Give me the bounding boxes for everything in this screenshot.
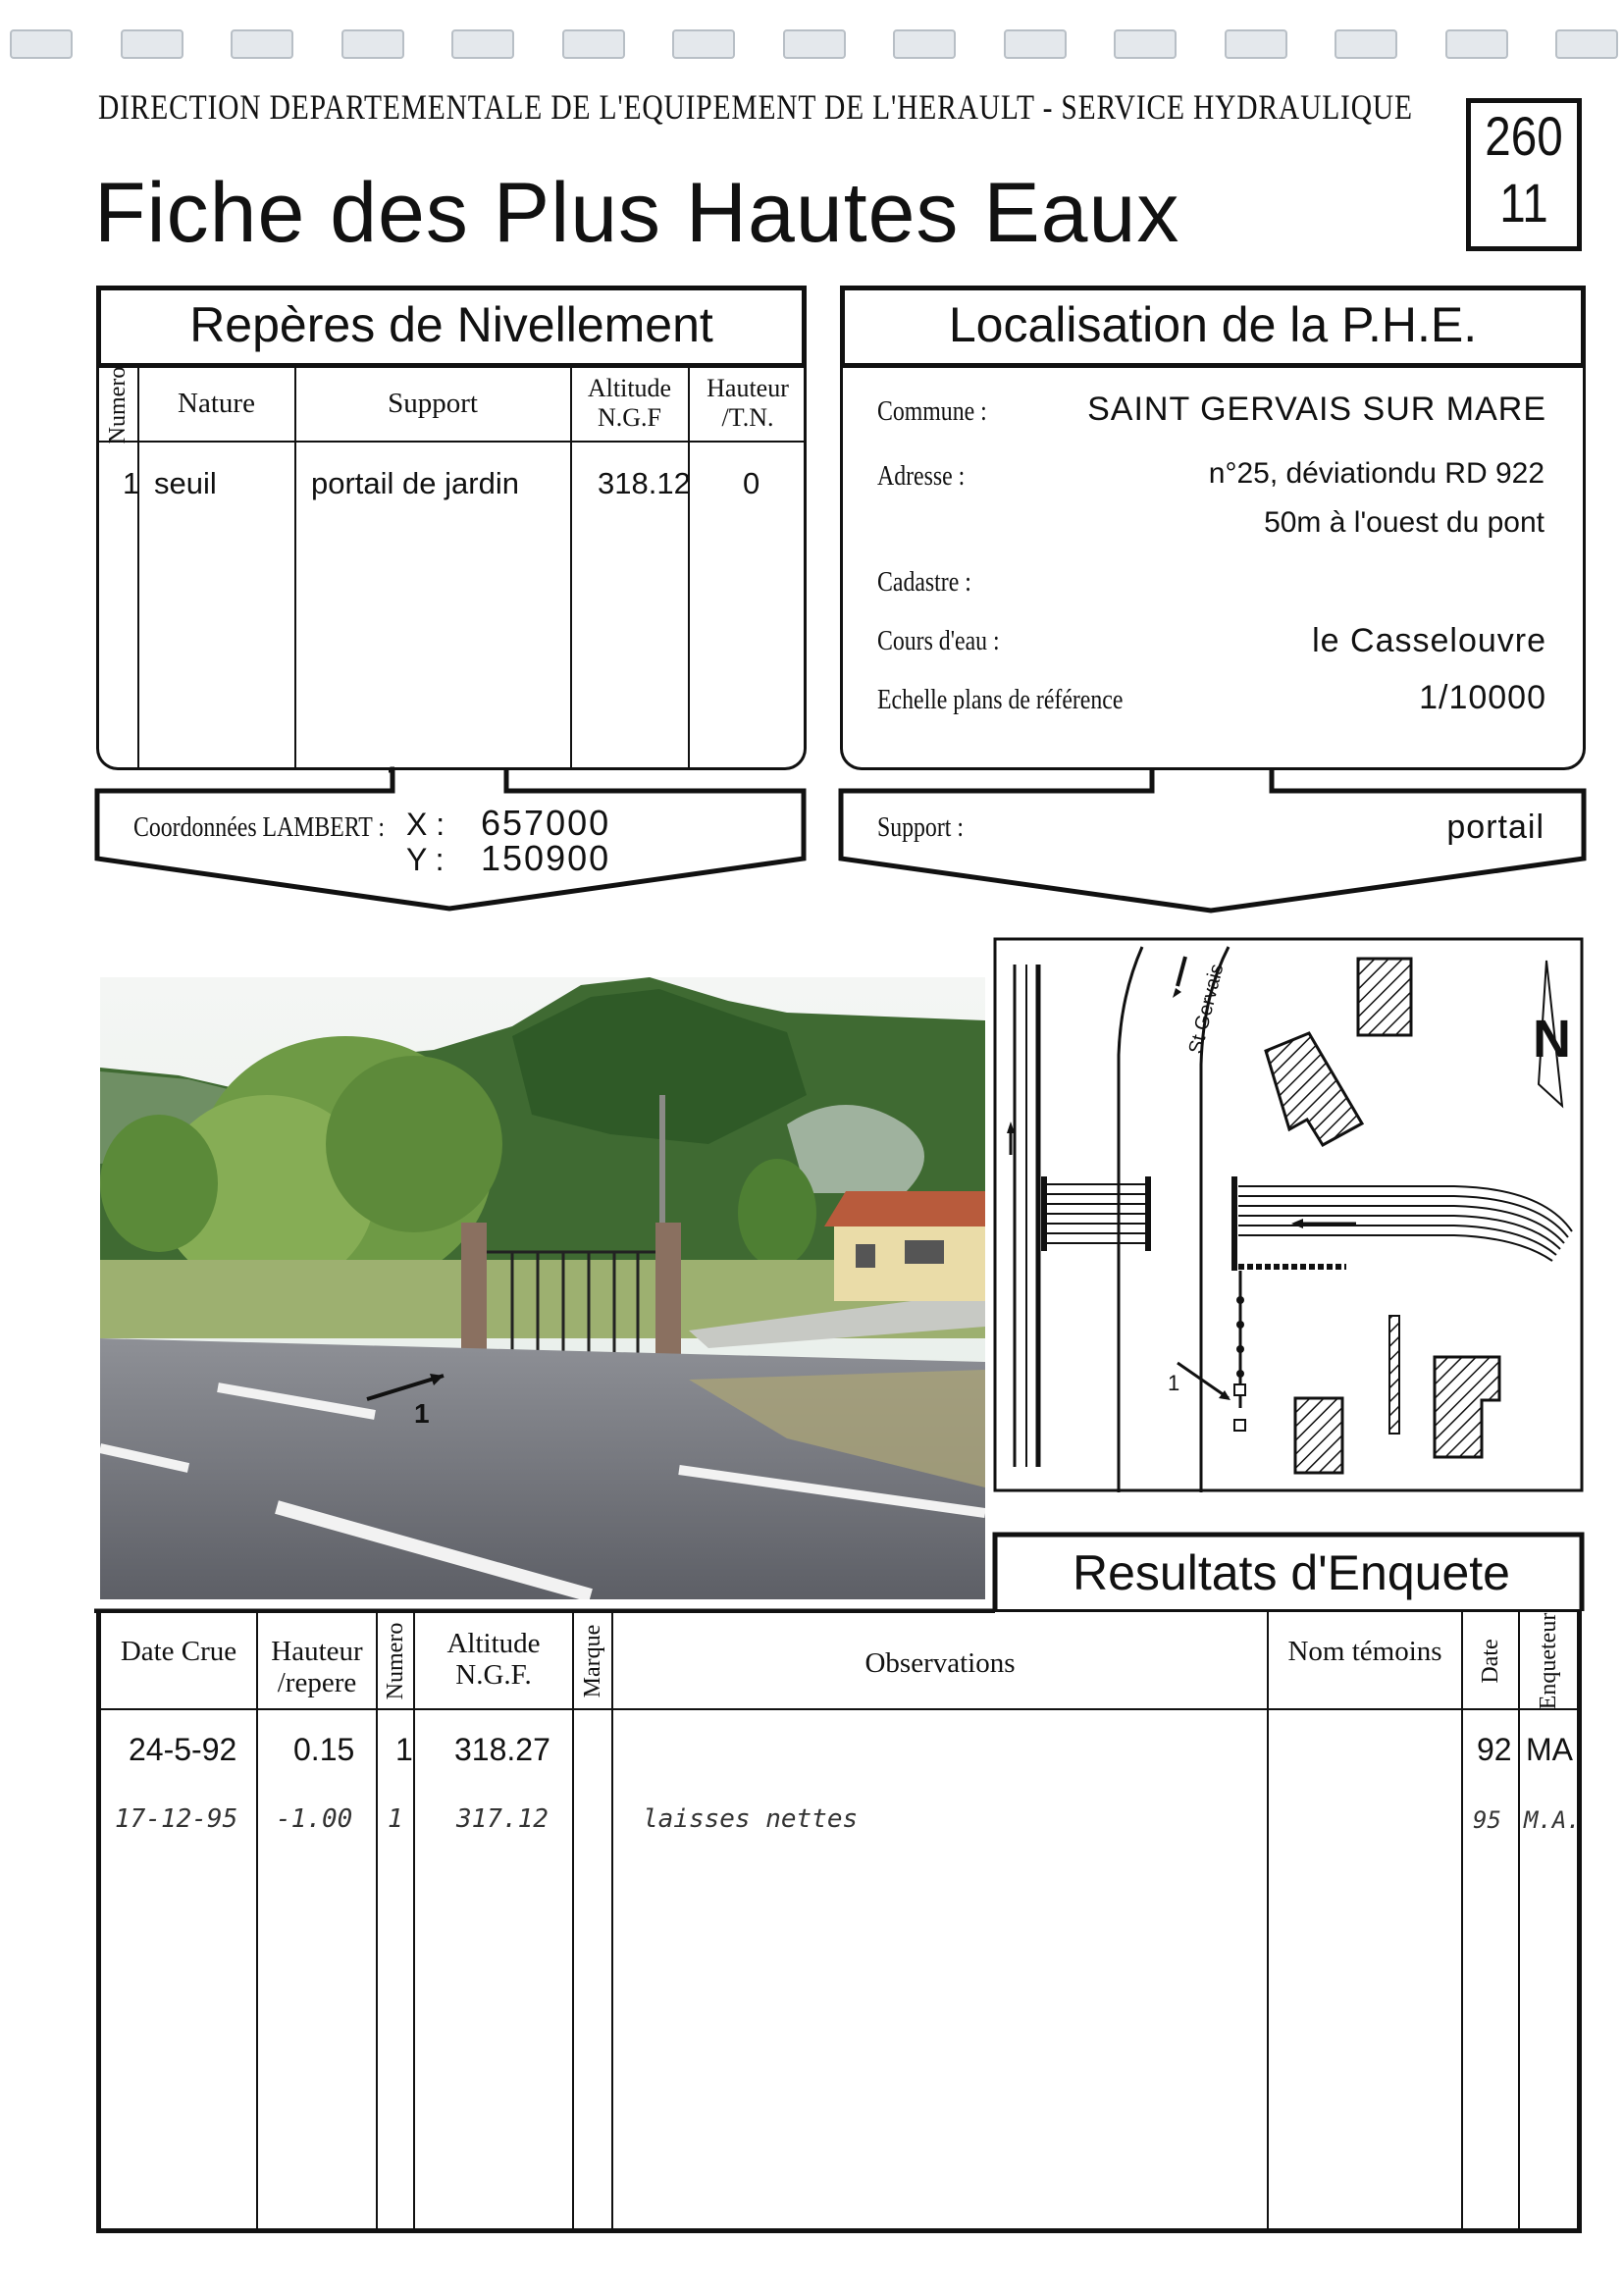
- map-marker: 1: [1168, 1371, 1180, 1395]
- binder-hole: [231, 29, 293, 59]
- lambert-y-label: Y :: [406, 842, 445, 877]
- binder-hole: [1004, 29, 1067, 59]
- commune-value: SAINT GERVAIS SUR MARE: [1087, 391, 1546, 428]
- lambert-x-value: 657000: [481, 803, 611, 843]
- commune-label: Commune :: [877, 396, 987, 427]
- binder-hole: [783, 29, 846, 59]
- repere-support: portail de jardin: [311, 466, 519, 500]
- binder-hole: [672, 29, 735, 59]
- echelle-label: Echelle plans de référence: [877, 685, 1124, 715]
- row2-hauteur: -1.00: [276, 1804, 353, 1834]
- lambert-label: Coordonnées LAMBERT :: [133, 812, 385, 843]
- binder-holes: [0, 29, 1623, 61]
- resultats-table: [96, 1609, 1582, 2233]
- support-value: portail: [1446, 809, 1544, 846]
- binder-hole: [121, 29, 183, 59]
- reperes-table: [96, 368, 807, 770]
- col-observations: Observations: [864, 1647, 1016, 1679]
- support-label: Support :: [877, 812, 964, 843]
- row2-date-crue: 17-12-95: [115, 1804, 238, 1834]
- row1-date: 92: [1477, 1732, 1512, 1767]
- col-marque: Marque: [580, 1624, 605, 1698]
- fiche-number-box: [1466, 98, 1582, 251]
- binder-hole: [1225, 29, 1287, 59]
- adresse-line1: n°25, déviationdu RD 922: [1208, 457, 1544, 490]
- row1-numero: 1: [395, 1732, 413, 1767]
- col-nature: Nature: [178, 388, 255, 419]
- col-date: Date: [1478, 1639, 1503, 1684]
- direction-header: DIRECTION DEPARTEMENTALE DE L'EQUIPEMENT DE L'HERAULT - SERVICE HYDRAULIQUE: [98, 87, 1413, 127]
- binder-hole: [1114, 29, 1177, 59]
- row2-observations: laisses nettes: [643, 1804, 859, 1834]
- lambert-y-value: 150900: [481, 838, 611, 878]
- row1-date-crue: 24-5-92: [129, 1732, 237, 1767]
- map-road-label: St Gervais: [1184, 962, 1229, 1057]
- binder-hole: [1445, 29, 1508, 59]
- binder-hole: [341, 29, 404, 59]
- localisation-title: Localisation de la P.H.E.: [840, 286, 1586, 368]
- row1-hauteur: 0.15: [293, 1732, 355, 1767]
- cours-value: le Casselouvre: [1312, 622, 1546, 659]
- row2-date: 95: [1473, 1806, 1501, 1834]
- adresse-line2: 50m à l'ouest du pont: [1264, 506, 1544, 539]
- col-hauteur: Hauteur /T.N.: [707, 374, 789, 432]
- col-enqueteur: Enqueteur: [1536, 1612, 1561, 1710]
- col-nom-temoins: Nom témoins: [1287, 1636, 1442, 1667]
- col-altitude-ngf: Altitude N.G.F.: [446, 1628, 541, 1691]
- cours-label: Cours d'eau :: [877, 626, 1000, 656]
- repere-hauteur: 0: [743, 466, 760, 500]
- col-support: Support: [388, 388, 478, 419]
- location-map: [993, 937, 1584, 1492]
- reperes-title: Repères de Nivellement: [96, 286, 807, 368]
- fiche-number: 260: [1485, 105, 1563, 167]
- row2-altitude: 317.12: [456, 1804, 549, 1834]
- binder-hole: [451, 29, 514, 59]
- col-numero-res: Numero: [383, 1622, 408, 1700]
- row2-numero: 1: [388, 1804, 403, 1834]
- north-icon: N: [1533, 1010, 1571, 1069]
- row1-altitude: 318.27: [454, 1732, 550, 1767]
- photo-marker: 1: [414, 1398, 430, 1429]
- repere-nature: seuil: [154, 466, 217, 500]
- site-photo: [100, 977, 985, 1599]
- binder-hole: [10, 29, 73, 59]
- fiche-sub-number: 11: [1499, 172, 1548, 234]
- row1-enqueteur: MA: [1526, 1732, 1573, 1767]
- col-date-crue: Date Crue: [120, 1636, 237, 1667]
- cadastre-label: Cadastre :: [877, 567, 971, 598]
- row2-enqueteur: M.A.: [1524, 1806, 1581, 1834]
- page-title: Fiche des Plus Hautes Eaux: [94, 166, 1180, 260]
- resultats-title: Resultats d'Enquete: [1073, 1545, 1510, 1600]
- adresse-label: Adresse :: [877, 461, 966, 492]
- col-altitude: Altitude N.G.F: [587, 374, 672, 432]
- binder-hole: [562, 29, 625, 59]
- col-hauteur-repere: Hauteur /repere: [271, 1636, 363, 1698]
- binder-hole: [1555, 29, 1618, 59]
- repere-numero: 1: [123, 466, 140, 500]
- echelle-value: 1/10000: [1419, 679, 1546, 716]
- col-numero: Numero: [105, 366, 131, 444]
- lambert-x-label: X :: [406, 807, 445, 842]
- binder-hole: [893, 29, 956, 59]
- repere-altitude: 318.12: [598, 466, 691, 500]
- binder-hole: [1335, 29, 1397, 59]
